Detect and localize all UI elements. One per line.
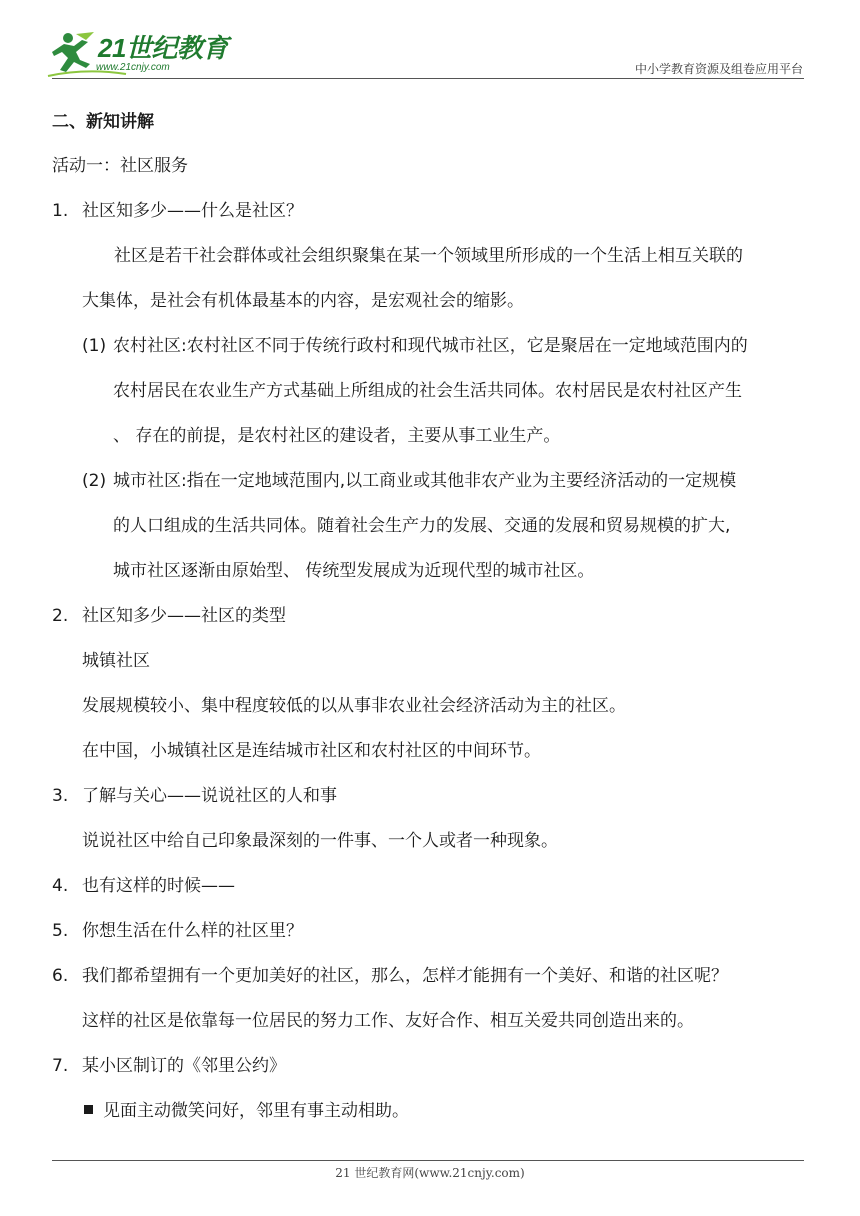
rural-community-line: (1) 农村社区:农村社区不同于传统行政村和现代城市社区，它是聚居在一定地域范围内的 <box>82 324 748 369</box>
sub-number: (1) <box>82 336 107 356</box>
item-number: 5. <box>52 921 69 941</box>
item-description: 说说社区中给自己印象最深刻的一件事、一个人或者一种现象。 <box>82 831 558 851</box>
town-title: 城镇社区 <box>82 651 150 671</box>
town-description: 发展规模较小、集中程度较低的以从事非农业社会经济活动为主的社区。 <box>82 696 626 716</box>
sub-number: (2) <box>82 471 107 491</box>
list-item <box>52 864 235 909</box>
header-divider <box>52 78 804 79</box>
item-number: 6. <box>52 966 69 986</box>
town-china-note: 在中国，小城镇社区是连结城市社区和农村社区的中间环节。 <box>82 741 541 761</box>
urban-community-line: (2) 城市社区:指在一定地域范围内,以工商业或其他非农产业为主要经济活动的一定规模 <box>82 459 736 504</box>
item-text: 我们都希望拥有一个更加美好的社区，那么，怎样才能拥有一个美好、和谐的社区呢？ <box>82 966 728 986</box>
platform-title: 中小学教育资源及组卷应用平台 <box>634 62 803 76</box>
page-footer: 21 世纪教育网(www.21cnjy.com) <box>335 1166 525 1180</box>
page-header <box>0 0 860 90</box>
item-text: 某小区制订的《邻里公约》 <box>82 1056 286 1076</box>
activity-title: 活动一：社区服务 <box>52 156 188 176</box>
item-text: 社区知多少——什么是社区？ <box>82 201 303 221</box>
square-bullet-icon <box>84 1105 93 1114</box>
logo-url: www.21cnjy.com <box>96 62 170 73</box>
list-item <box>52 1044 286 1089</box>
urban-community-line: 城市社区逐渐由原始型、 传统型发展成为近现代型的城市社区。 <box>113 561 595 581</box>
item-text: 社区知多少——社区的类型 <box>82 606 286 626</box>
item-text: 你想生活在什么样的社区里？ <box>82 921 303 941</box>
definition-line: 大集体，是社会有机体最基本的内容，是宏观社会的缩影。 <box>82 291 524 311</box>
item-text: 也有这样的时候—— <box>82 876 235 896</box>
logo-text: 21世纪教育 <box>98 33 228 63</box>
list-item <box>52 909 303 954</box>
list-item <box>52 774 337 819</box>
list-item <box>52 594 286 639</box>
item-description: 这样的社区是依靠每一位居民的努力工作、友好合作、相互关爱共同创造出来的。 <box>82 1011 694 1031</box>
rural-community-line: 、 存在的前提，是农村社区的建设者，主要从事工业生产。 <box>113 426 561 446</box>
urban-community-line: 的人口组成的生活共同体。随着社会生产力的发展、交通的发展和贸易规模的扩大, <box>113 516 731 536</box>
bullet-item <box>84 1089 409 1134</box>
item-number: 2. <box>52 606 69 626</box>
definition-line: 社区是若干社会群体或社会组织聚集在某一个领域里所形成的一个生活上相互关联的 <box>114 246 743 266</box>
bullet-text: 见面主动微笑问好，邻里有事主动相助。 <box>103 1101 409 1121</box>
section-title: 二、新知讲解 <box>52 112 154 132</box>
item-text: 了解与关心——说说社区的人和事 <box>82 786 337 806</box>
footer-divider <box>52 1160 804 1161</box>
item-number: 4. <box>52 876 69 896</box>
item-number: 1. <box>52 201 69 221</box>
item-number: 7. <box>52 1056 69 1076</box>
rural-community-line: 农村居民在农业生产方式基础上所组成的社会生活共同体。农村居民是农村社区产生 <box>113 381 742 401</box>
item-number: 3. <box>52 786 69 806</box>
list-item <box>52 189 303 234</box>
list-item <box>52 954 728 999</box>
